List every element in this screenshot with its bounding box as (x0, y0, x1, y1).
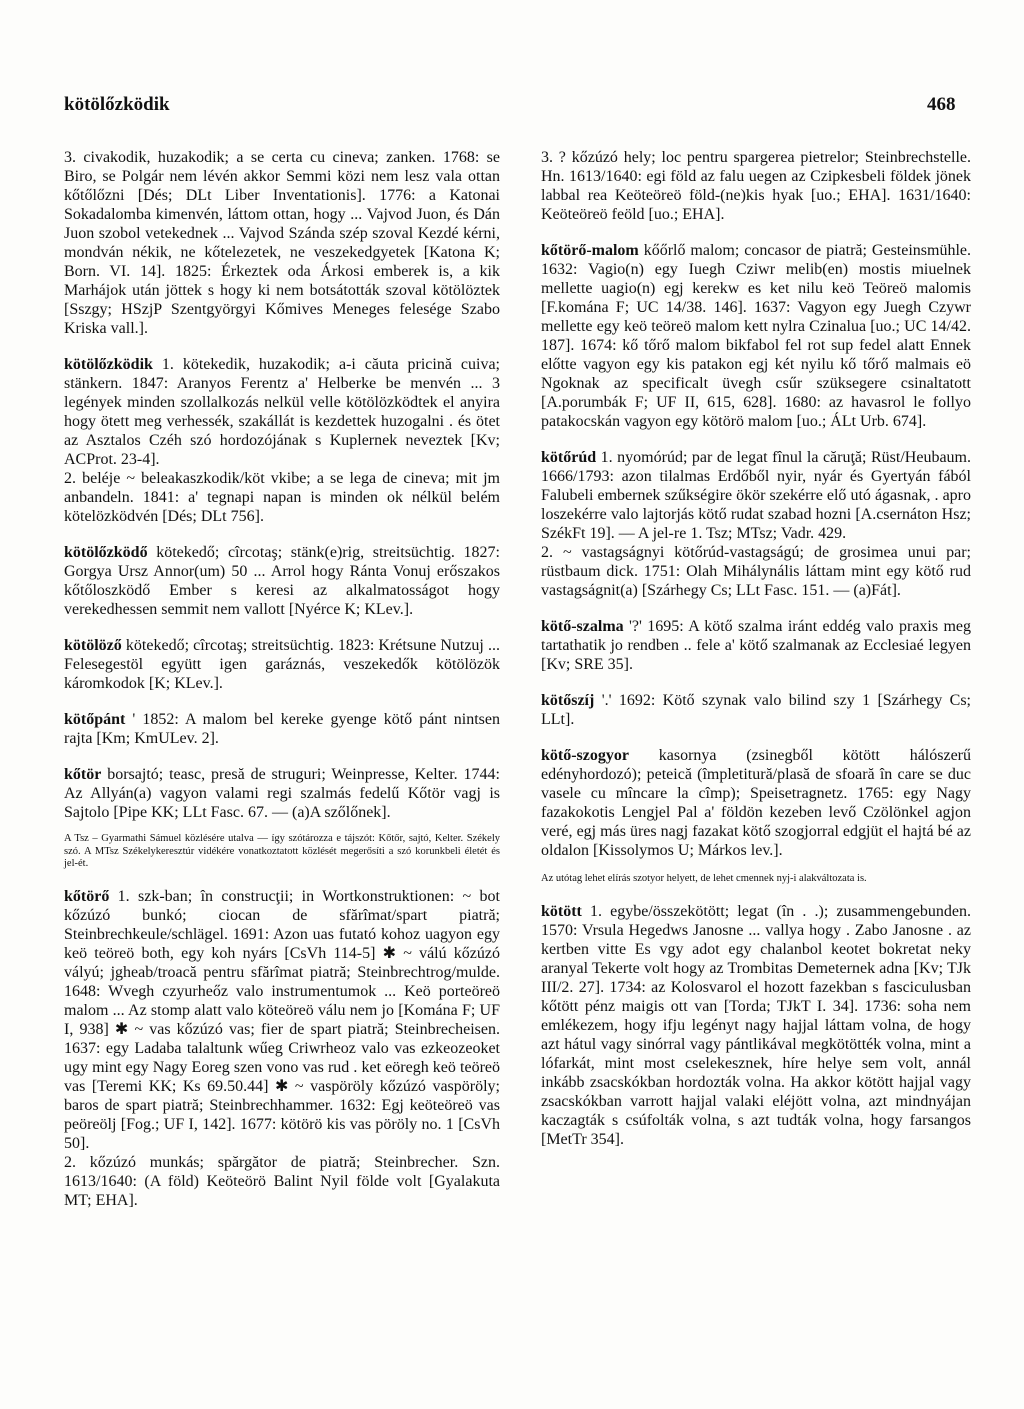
entry-kotor: kőtör borsajtó; teasc, presă de struguri; Weinpresse, Kelter. 1744: Az Allyán(a) vagyon valami regi szalmás fedelű Kőtör vagj is Sajtolo [Pipe KK; LLt Fasc. 67. — (a)A szőlőnek]. (64, 766, 501, 821)
page-number: 468 (927, 94, 956, 115)
right-column (541, 148, 971, 1166)
footnote-kotor: A Tsz – Gyarmathi Sámuel közlésére utalva — így szótározza e tájszót: Kőtőr, sajtó, Kelter. Székely szó. A MTsz Székelykeresztúr vidékére vonatkoztatott közlését megerősíti a szó korunkbeli életét és jel-ét. (64, 833, 500, 869)
entry-kotoszij: kötőszíj '.' 1692: Kötő szynak valo bilind szy 1 [Szárhegy Cs; LLt]. (541, 692, 972, 728)
entry-kotolozkodik: kötölőzködik 1. kötekedik, huzakodik; a-i căuta pricină cuiva; stänkern. 1847: Aranyos Ferentz a' Helberke be menvén ... 3 legények minden szollalkozás nelkül velle kötölözködtek el anyira hogy ötett meg verhessék, szakállát is kezdettek huzogalni . és ötet az Asztalos Czéh szó hordozójának s Kuplernek neveztek [Kv; ACProt. 23-4]. 2. beléje ~ beleakaszkodik/köt vkibe; a se lega de cineva; mit jm anbandeln. 1841: a' tegnapi napan is minden ok nélkül belém kötelözködvén [Dés; DLt 756]. (64, 356, 501, 525)
running-head-headword: kötölőzködik (64, 94, 170, 115)
entry-kotoro: kőtörő 1. szk-ban; în construcţii; in Wortkonstruktionen: ~ bot kőzúzó bunkó; ciocan de sfărîmat/spart piatră; Steinbrechkeule/schlägel. 1691: Azon uas futató kohoz uagyon egy keö teöreö both, egy koh nyárs [CsVh 114-5] ✱ ~ válú kőzúzó vályú; jgheab/troacă pentru sfărîmat piatră; Steinbrechtrog/mulde. 1648: Wvegh czyurheőz valo instrumentumok ... Keö porteöreö malom ... Az stomp alatt valo köteöreö válu nem jo [Komána F; UF I, 938] ✱ ~ vas kőzúzó vas; fier de spart piatră; Steinbrecheisen. 1637: egy Ladaba talaltunk wűeg Criwrheoz valo vas ezkeozeoket ugy mint egy Nagy Eoreg szen vono vas rud . ket eöregh keö teöreö vas [Teremi KK; Ks 69.50.44] ✱ ~ vaspöröly kőzúzó vaspöröly; baros de spart piatră; Steinbrechhammer. 1632: Egj keöteöreö vas peöreölj [Fog.; UF I, 142]. 1677: kötörö kis vas pöröly no. 1 [CsVh 50]. 2. kőzúzó munkás; spărgător de piatră; Steinbrecher. Szn. 1613/1640: (A föld) Keöteörö Balint Nyil földe volt [Gyalakuta MT; EHA]. (64, 887, 500, 1209)
entry-koto-szogyor: kötő-szogyor kasornya (zsinegből kötött hálószerű edényhordozó); peteică (împletitură/plasă de sfoară în care se duc vasele cu mîncare la cîmp); Speisetragnetz. 1765: egy Nagy fazakokotis Lengjel Pal a' földön kezeben levő Czölönkel agjon veré, egj más üres nagj fazakat kötő szogjorral edgjüt el hajtá bé az oldalon [Kissolymos U; Márkos lev.]. (541, 747, 972, 859)
left-column (64, 148, 500, 1227)
entry-kotolozkodo: kötölőzködő kötekedő; cîrcotaş; stänk(e)rig, streitsüchtig. 1827: Gorgya Ursz Annor(um) 50 ... Arrol hogy Ránta Vonuj erőszakos kőtőloszködő Ember s keresi az alkalmatosságot hogy verekedhessen semmit nem vallott [Nyérce K; KLev.]. (64, 544, 501, 618)
entry-kotorud: kötőrúd 1. nyomórúd; par de legat fînul la căruţă; Rüst/Heubaum. 1666/1793: azon tilalmas Erdőből nyir, nyár és Gyertyán fából Falubeli embernek szűkségire ökör szekérre elő utó ágasnak, . apro loszekérre valo lajtorjás kötő rudat szabad hozni [A.csernáton Hsz; SzékFt 19]. — A jel-re 1. Tsz; MTsz; Vadr. 429. 2. ~ vastagságnyi kötőrúd-vastagságú; de grosimea unui par; rüstbaum dick. 1751: Olah Mihálynális láttam mint egy kötő rud vastagságnit(a) [Szárhegy Cs; LLt Fasc. 151. — (a)Fát]. (541, 449, 972, 599)
footnote-koto-szogyor: Az utótag lehet elírás szotyor helyett, de lehet cmennek nyj-i alakváltozata is. (541, 873, 867, 884)
entry-kotott: kötött 1. egybe/összekötött; legat (în . .); zusammengebunden. 1570: Vrsula Hegedws Janosne ... vallya hogy . Zabo Janosne . az kertben vitte Es vgy adot egy chalanbol keotet bokretat neky aranyal Tekerte volt hogy az Trombitas Demeternek adna [Kv; TJk III/2. 27]. 1734: az Kolosvarol el hozott fazekban s fasciculusban kőtött pénz maigis ott van [Torda; TJkT I. 34]. 1736: soha nem emlékezem, hogy ifju legényt nagy hajjal láttam volna, de hogy azt hátul vagy sinórral vagy pántlikával megkötötték volna, mint a lófarkát, mint most cselekesznek, híre helye sem volt, annál inkább zsacskókban hordozták volna. Ha akkor kötött hajjal vagy zsacskókban varrott hajjal valaki eléjött volna, azt mindnyájan kaczagták s csúfolták volna, s azt tudták volna, hogy farsangos [MetTr 354]. (541, 902, 971, 1148)
entry-kotopant: kötőpánt ' 1852: A malom bel kereke gyenge kötő pánt nintsen rajta [Km; KmULev. 2]. (64, 711, 501, 747)
entry-kotoro-3: 3. ? kőzúzó hely; loc pentru spargerea pietrelor; Steinbrechstelle. Hn. 1613/1640: egi föld az falu uegen az Czipkesbeli földek jönek labbal rea Keöteöreö föld-(ne)kis hyak [uo.; EHA]. 1631/1640: Keöteöreö feöld [uo.; EHA]. (541, 149, 971, 223)
entry-continuation: 3. civakodik, huzakodik; a se certa cu cineva; zanken. 1768: se Biro, se Polgár nem lévén akkor Semmi közi nem lesz vala ottan kőtőlőzni [Dés; DLt Liber Inventationis]. 1776: a Katonai Sokadalomba kimenvén, láttom ottan, hogy ... Vajvod Juon, és Dán Juon szobol vetekednek ... Vajvod Szánda szép szoval Kezdé kérni, mondván nékik, ne kőtelezetek, ne veszekedgyetek [Katona K; Born. VI. 14]. 1825: Érkeztek oda Árkosi emberek is, a kik Marhájok után jöttek s hogy ki nem botsátották szoval kötölöztek [Sszgy; HSzjP Szentgyörgyi Kőmives Meneges felesége Szabo Kriska vall.]. (64, 149, 500, 337)
entry-kotolozo: kötölöző kötekedő; cîrcotaş; streitsüchtig. 1823: Krétsune Nutzuj ... Felesegestöl együtt igen garáznás, veszekedők kötölözök káromkodok [K; KLev.]. (64, 637, 501, 692)
entry-koto-szalma: kötő-szalma '?' 1695: A kötő szalma iránt eddég valo praxis meg tartathatik jo rendben .. fele a' kötő szalmanak az Ecclesiaé legyen [Kv; SRE 35]. (541, 618, 972, 673)
entry-kotoro-malom: kőtörő-malom kőőrlő malom; concasor de piatră; Gesteinsmühle. 1632: Vagio(n) egy Iuegh Cziwr melib(en) mostis miuelnek mellette uagio(n) egj kerekw es ket nilu keö Teöreö malomis [F.komána F; UC 14/38. 146]. 1637: Vagyon egy Juegh Czywr mellette egy keö teöreö malom kett nylra Czinalua [uo.; UC 14/42. 187]. 1674: kő tőrő malom bikfabol fel rot sup fedel alatt Ennek előtte vagyon egy kis patakon egj két nyilu kő tőrő malmais eö Ngoknak az specificalt üvegh csűr szüksegere csinaltatott [A.porumbák F; UF II, 615, 628]. 1680: az havasrol le follyo patakocskán vagyon egy kötörö malom [uo.; ÁLt Urb. 674]. (541, 242, 972, 430)
